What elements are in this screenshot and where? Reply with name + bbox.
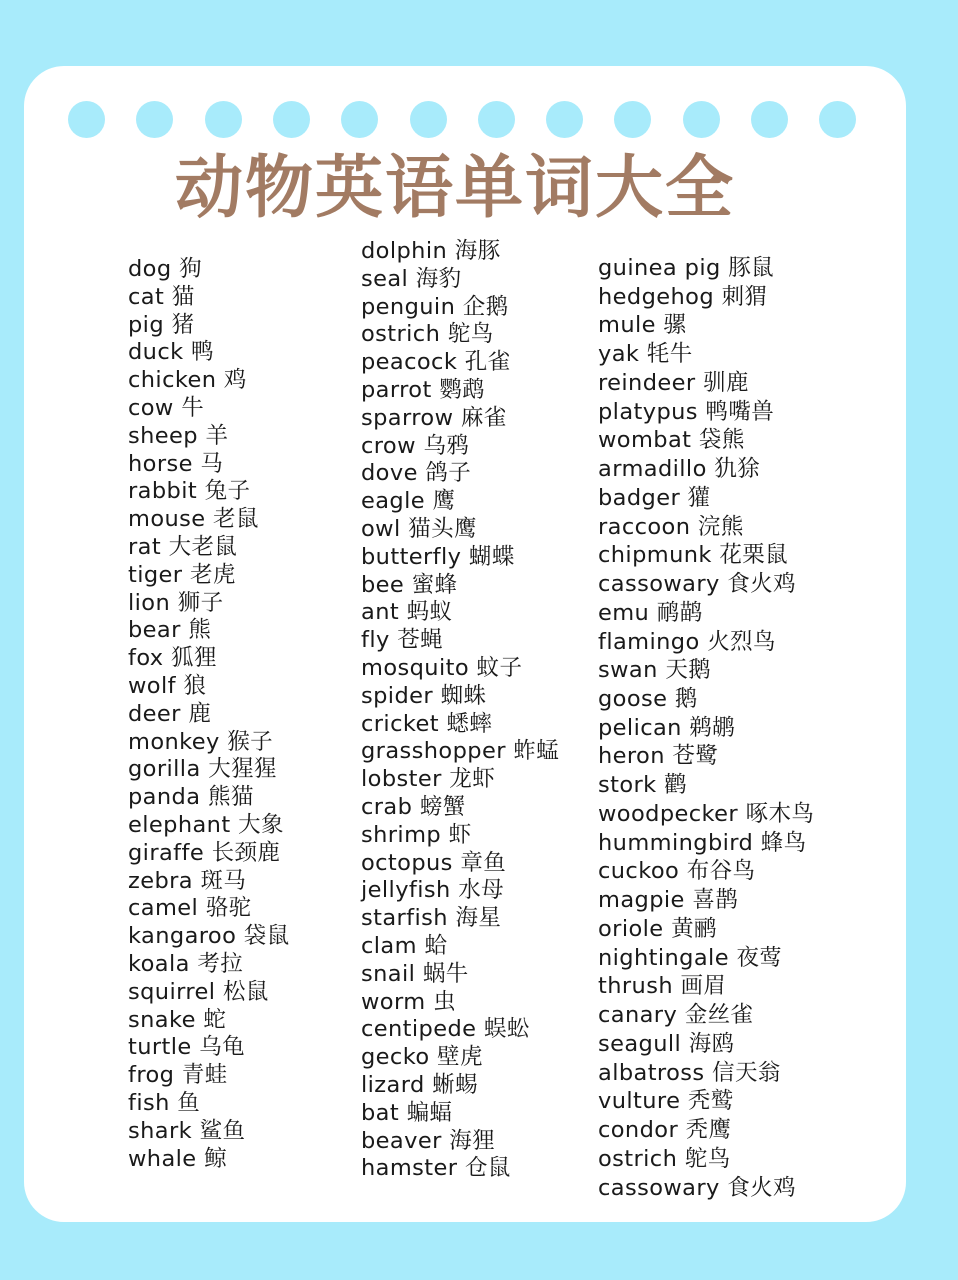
word-entry: sheep 羊 — [128, 422, 229, 449]
word-entry: rabbit 兔子 — [128, 478, 251, 505]
word-entry: turtle 乌龟 — [128, 1034, 246, 1061]
word-entry: hamster 仓鼠 — [361, 1155, 511, 1182]
word-entry: lion 狮子 — [128, 589, 224, 616]
word-entry: magpie 喜鹊 — [598, 887, 739, 914]
word-entry: deer 鹿 — [128, 700, 212, 727]
word-entry: rat 大老鼠 — [128, 533, 238, 560]
word-entry: parrot 鹦鹉 — [361, 376, 486, 403]
word-entry: cassowary 食火鸡 — [598, 571, 796, 598]
word-column-1 — [128, 256, 290, 1173]
word-entry: ostrich 鸵鸟 — [361, 321, 494, 348]
word-entry: jellyfish 水母 — [361, 877, 505, 904]
word-entry: cow 牛 — [128, 394, 205, 421]
word-entry: cassowary 食火鸡 — [598, 1174, 796, 1201]
word-entry: tiger 老虎 — [128, 561, 236, 588]
word-entry: albatross 信天翁 — [598, 1059, 781, 1086]
word-entry: heron 苍鹭 — [598, 743, 719, 770]
word-entry: reindeer 驯鹿 — [598, 369, 749, 396]
word-entry: cat 猫 — [128, 283, 195, 310]
word-entry: hedgehog 刺猬 — [598, 283, 768, 310]
word-entry: platypus 鸭嘴兽 — [598, 398, 775, 425]
word-entry: penguin 企鹅 — [361, 293, 509, 320]
word-entry: pig 猪 — [128, 311, 195, 338]
binder-hole — [819, 101, 856, 138]
word-entry: cricket 蟋蟀 — [361, 710, 493, 737]
word-entry: octopus 章鱼 — [361, 849, 507, 876]
word-entry: seagull 海鸥 — [598, 1030, 735, 1057]
word-entry: peacock 孔雀 — [361, 349, 511, 376]
word-entry: oriole 黄鹂 — [598, 915, 717, 942]
word-entry: swan 天鹅 — [598, 657, 712, 684]
word-entry: butterfly 蝴蝶 — [361, 543, 515, 570]
word-entry: shrimp 虾 — [361, 821, 472, 848]
binder-hole — [136, 101, 173, 138]
word-entry: bee 蜜蜂 — [361, 571, 458, 598]
word-entry: cuckoo 布谷鸟 — [598, 858, 756, 885]
binder-hole — [68, 101, 105, 138]
word-entry: emu 鸸鹋 — [598, 599, 703, 626]
binder-holes — [68, 101, 858, 139]
word-entry: dove 鸽子 — [361, 460, 472, 487]
word-entry: worm 虫 — [361, 988, 456, 1015]
word-column-2 — [361, 238, 561, 1183]
binder-hole — [546, 101, 583, 138]
word-entry: armadillo 犰狳 — [598, 456, 761, 483]
word-entry: camel 骆驼 — [128, 895, 252, 922]
page-title: 动物英语单词大全 — [174, 149, 735, 228]
word-entry: kangaroo 袋鼠 — [128, 923, 290, 950]
word-entry: crab 螃蟹 — [361, 793, 466, 820]
word-entry: monkey 猴子 — [128, 728, 274, 755]
word-entry: stork 鹳 — [598, 772, 688, 799]
word-entry: mule 骡 — [598, 312, 687, 339]
word-entry: bear 熊 — [128, 617, 212, 644]
word-entry: guinea pig 豚鼠 — [598, 255, 775, 281]
word-entry: shark 鲨鱼 — [128, 1117, 246, 1144]
word-entry: gecko 壁虎 — [361, 1044, 483, 1071]
word-entry: starfish 海星 — [361, 905, 502, 932]
word-entry: wombat 袋熊 — [598, 427, 745, 454]
word-entry: snake 蛇 — [128, 1006, 227, 1033]
word-entry: snail 蜗牛 — [361, 960, 469, 987]
word-entry: chipmunk 花栗鼠 — [598, 542, 789, 569]
word-entry: whale 鲸 — [128, 1145, 227, 1172]
binder-hole — [751, 101, 788, 138]
word-entry: flamingo 火烈鸟 — [598, 628, 776, 655]
word-entry: seal 海豹 — [361, 265, 462, 292]
word-entry: canary 金丝雀 — [598, 1002, 754, 1029]
word-entry: zebra 斑马 — [128, 867, 247, 894]
word-entry: badger 獾 — [598, 484, 711, 511]
word-entry: grasshopper 蚱蜢 — [361, 738, 560, 765]
word-entry: fish 鱼 — [128, 1089, 201, 1116]
word-entry: ostrich 鸵鸟 — [598, 1145, 731, 1172]
binder-hole — [273, 101, 310, 138]
word-entry: beaver 海狸 — [361, 1127, 496, 1154]
binder-hole — [205, 101, 242, 138]
word-entry: vulture 秃鹫 — [598, 1088, 734, 1115]
binder-hole — [341, 101, 378, 138]
word-entry: koala 考拉 — [128, 950, 244, 977]
word-entry: lobster 龙虾 — [361, 766, 496, 793]
word-entry: thrush 画眉 — [598, 973, 727, 1000]
word-entry: duck 鸭 — [128, 339, 214, 366]
word-entry: goose 鹅 — [598, 686, 698, 713]
word-column-3 — [598, 254, 814, 1202]
word-entry: raccoon 浣熊 — [598, 513, 744, 540]
word-entry: fox 狐狸 — [128, 645, 217, 672]
binder-hole — [683, 101, 720, 138]
word-entry: lizard 蜥蜴 — [361, 1071, 478, 1098]
word-entry: panda 熊猫 — [128, 784, 254, 811]
word-entry: clam 蛤 — [361, 932, 448, 959]
word-entry: eagle 鹰 — [361, 488, 456, 515]
word-entry: chicken 鸡 — [128, 367, 247, 394]
binder-hole — [410, 101, 447, 138]
word-entry: pelican 鹈鹕 — [598, 714, 736, 741]
word-entry: woodpecker 啄木鸟 — [598, 800, 815, 827]
word-entry: giraffe 长颈鹿 — [128, 839, 281, 866]
word-entry: bat 蝙蝠 — [361, 1099, 453, 1126]
word-entry: mouse 老鼠 — [128, 506, 259, 533]
word-entry: spider 蜘蛛 — [361, 682, 487, 709]
word-entry: horse 马 — [128, 450, 224, 477]
word-entry: nightingale 夜莺 — [598, 944, 783, 971]
word-entry: gorilla 大猩猩 — [128, 756, 277, 783]
binder-hole — [478, 101, 515, 138]
word-entry: fly 苍蝇 — [361, 627, 444, 654]
word-entry: wolf 狼 — [128, 672, 207, 699]
word-entry: hummingbird 蜂鸟 — [598, 829, 807, 856]
word-entry: squirrel 松鼠 — [128, 978, 269, 1005]
word-entry: condor 秃鹰 — [598, 1117, 732, 1144]
word-entry: sparrow 麻雀 — [361, 404, 507, 431]
word-entry: owl 猫头鹰 — [361, 515, 477, 542]
word-entry: frog 青蛙 — [128, 1062, 228, 1089]
word-entry: centipede 蜈蚣 — [361, 1016, 530, 1043]
word-entry: mosquito 蚊子 — [361, 654, 523, 681]
word-entry: dog 狗 — [128, 256, 202, 282]
word-entry: dolphin 海豚 — [361, 238, 501, 264]
word-entry: ant 蚂蚁 — [361, 599, 453, 626]
word-entry: elephant 大象 — [128, 811, 284, 838]
word-entry: crow 乌鸦 — [361, 432, 470, 459]
binder-hole — [614, 101, 651, 138]
word-entry: yak 牦牛 — [598, 341, 693, 368]
